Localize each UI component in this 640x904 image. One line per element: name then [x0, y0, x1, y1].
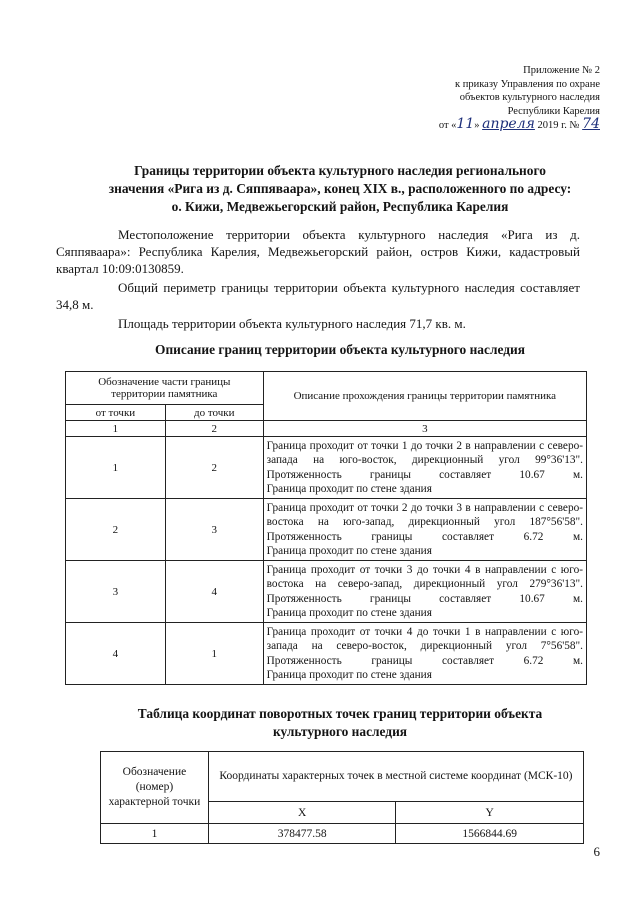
table-row	[101, 824, 584, 844]
location-paragraph: Местоположение территории объекта культурного наследия «Рига из д. Сяппяваара»: Республика Карелия, Медвежьегорский район, остров Кижи, кадастровый квартал 10:09:0130859.	[56, 227, 580, 276]
title-line-1: Границы территории объекта культурного наследия регионального	[134, 163, 546, 178]
header-x: X	[208, 802, 396, 824]
order-number-handwritten: 74	[582, 116, 600, 132]
body-text	[56, 226, 580, 332]
header-boundary-description: Описание прохождения границы территории памятника	[263, 372, 586, 421]
column-number-1: 1	[66, 421, 166, 437]
point-cell: 1	[101, 824, 209, 844]
date-prefix: от «	[438, 120, 457, 131]
header-coordinates: Координаты характерных точек в местной системе координат (МСК-10)	[208, 752, 583, 802]
appendix-order-line: к приказу Управления по охране	[455, 78, 600, 90]
description-note: Граница проходит по стене здания	[266, 545, 432, 557]
header-boundary-part: Обозначение части границы территории памятника	[66, 372, 264, 405]
description-cell	[263, 437, 586, 499]
perimeter-paragraph: Общий периметр границы территории объекта культурного наследия составляет 34,8 м.	[56, 280, 580, 312]
appendix-number: Приложение № 2	[523, 65, 600, 76]
date-day-handwritten: 11	[456, 116, 475, 132]
to-point-cell: 3	[165, 499, 263, 561]
description-text: Граница проходит от точки 4 до точки 1 в направлении с юго-запада на северо-восток, дирекционный угол 7°56'58". Протяженность границы составляет 6.72 м.	[266, 625, 583, 667]
from-point-cell: 2	[66, 499, 166, 561]
coordinates-heading-line-2: культурного наследия	[272, 724, 408, 739]
header-from-point: от точки	[66, 405, 166, 421]
y-coordinate-cell: 1566844.69	[396, 824, 584, 844]
coordinates-table-heading	[40, 705, 640, 741]
column-number-2: 2	[165, 421, 263, 437]
coordinates-heading-line-1: Таблица координат поворотных точек границ территории объекта	[137, 706, 543, 721]
from-point-cell: 4	[66, 623, 166, 685]
to-point-cell: 2	[165, 437, 263, 499]
title-line-3: о. Кижи, Медвежьегорский район, Республика Карелия	[171, 199, 509, 214]
page-number: 6	[593, 844, 600, 859]
description-cell	[263, 623, 586, 685]
x-coordinate-cell: 378477.58	[208, 824, 396, 844]
header-y: Y	[396, 802, 584, 824]
table-row	[66, 623, 587, 685]
to-point-cell: 4	[165, 561, 263, 623]
boundary-description-table	[65, 371, 587, 685]
column-number-3: 3	[263, 421, 586, 437]
description-text: Граница проходит от точки 1 до точки 2 в направлении с северо-запада на юго-восток, дирекционный угол 99°36'13". Протяженность границы составляет 10.67 м.	[266, 439, 583, 481]
date-suffix: 2019 г. №	[537, 120, 580, 131]
title-line-2: значения «Рига из д. Сяппяваара», конец XIX в., расположенного по адресу:	[108, 181, 572, 196]
description-cell	[263, 499, 586, 561]
appendix-date-line	[439, 118, 600, 133]
table-row	[66, 437, 587, 499]
date-month-handwritten: апреля	[482, 116, 535, 132]
header-point-designation: Обозначение (номер) характерной точки	[101, 752, 209, 824]
from-point-cell: 1	[66, 437, 166, 499]
description-text: Граница проходит от точки 3 до точки 4 в направлении с юго-востока на северо-запад, дирекционный угол 279°36'13". Протяженность границы составляет 10.67 м.	[266, 563, 583, 605]
area-paragraph: Площадь территории объекта культурного наследия 71,7 кв. м.	[118, 316, 466, 331]
description-note: Граница проходит по стене здания	[266, 669, 432, 681]
description-note: Граница проходит по стене здания	[266, 483, 432, 495]
table-row	[66, 499, 587, 561]
from-point-cell: 3	[66, 561, 166, 623]
coordinates-table	[100, 751, 584, 844]
appendix-header	[439, 64, 600, 133]
table-row	[66, 561, 587, 623]
appendix-authority-line: объектов культурного наследия	[459, 92, 600, 103]
to-point-cell: 1	[165, 623, 263, 685]
document-title	[40, 162, 640, 216]
boundary-description-heading: Описание границ территории объекта культурного наследия	[155, 342, 525, 357]
description-note: Граница проходит по стене здания	[266, 607, 432, 619]
description-cell	[263, 561, 586, 623]
header-to-point: до точки	[165, 405, 263, 421]
date-mid: »	[474, 120, 480, 131]
description-text: Граница проходит от точки 2 до точки 3 в направлении с северо-востока на юго-запад, дирекционный угол 187°56'58". Протяженность границы составляет 6.72 м.	[266, 501, 583, 543]
appendix-republic-line: Республики Карелия	[507, 105, 600, 117]
